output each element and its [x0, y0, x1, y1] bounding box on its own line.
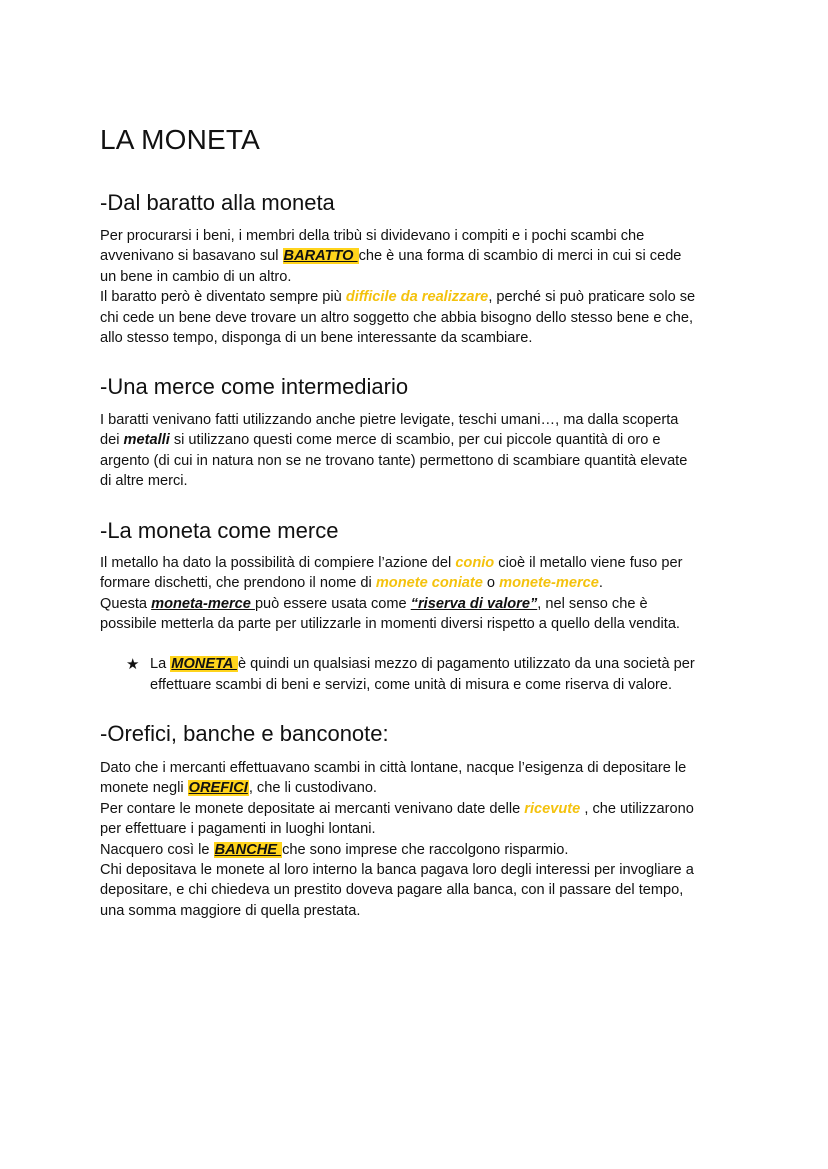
- text-line: Il baratto però è diventato sempre più difficile da realizzare, perché si può praticare solo se: [100, 289, 696, 306]
- emphasis-monete-coniate: monete coniate: [375, 575, 483, 592]
- text-line: avvenivano si basavano sul BARATTO che è una forma di scambio di merci in cui si cede: [100, 248, 682, 265]
- paragraph-baratto: [100, 226, 740, 348]
- text-line: di altre merci.: [100, 473, 188, 490]
- emphasis-moneta-merce: moneta-merce: [151, 595, 255, 612]
- text-line: un bene in cambio di un altro.: [100, 268, 292, 285]
- heading-moneta-merce: -La moneta come merce: [100, 518, 339, 543]
- text-line: Dato che i mercanti effettuavano scambi in città lontane, nacque l’esigenza di depositare le: [100, 760, 687, 776]
- text-line: dei metalli si utilizzano questi come merce di scambio, per cui piccole quantità di oro e: [100, 432, 661, 449]
- emphasis-conio: conio: [455, 555, 495, 571]
- text-line: Per contare le monete depositate ai mercanti venivano date delle ricevute , che utilizzarono: [100, 800, 694, 817]
- text-line: per effettuare i pagamenti in luoghi lontani.: [100, 821, 376, 838]
- text-line: Il metallo ha dato la possibilità di compiere l’azione del conio cioè il metallo viene fuso per: [100, 555, 683, 571]
- emphasis-riserva-di-valore: “riserva di valore”: [410, 595, 538, 612]
- text-line: I baratti venivano fatti utilizzando anche pietre levigate, teschi umani…, ma dalla scoperta: [100, 412, 679, 428]
- text-line: Chi depositava le monete al loro interno la banca pagava loro degli interessi per invogliare a: [100, 862, 694, 879]
- highlight-moneta: MONETA: [171, 656, 237, 672]
- heading-merce-intermediario: -Una merce come intermediario: [100, 374, 409, 399]
- emphasis-metalli: metalli: [123, 432, 170, 449]
- paragraph-intermediario: [100, 410, 740, 492]
- highlight-orefici: OREFICI: [188, 780, 248, 797]
- emphasis-ricevute: ricevute: [524, 800, 581, 817]
- text-line: Questa moneta-merce può essere usata come “riserva di valore”, nel senso che è: [100, 595, 648, 612]
- text-line: Nacquero così le BANCHE che sono imprese che raccolgono risparmio.: [100, 841, 569, 858]
- text-line: allo stesso tempo, disponga di un bene interessante da scambiare.: [100, 330, 533, 347]
- text-line: La MONETA è quindi un qualsiasi mezzo di pagamento utilizzato da una società per: [150, 656, 695, 672]
- bullet-text: [150, 654, 695, 696]
- paragraph-moneta-merce: [100, 553, 740, 635]
- text-line: effettuare scambi di beni e servizi, come unità di misura e come riserva di valore.: [150, 677, 673, 693]
- emphasis-difficile: difficile da realizzare: [345, 289, 489, 306]
- page-title: LA MONETA: [100, 124, 260, 155]
- heading-orefici-banche: -Orefici, banche e banconote:: [100, 721, 389, 746]
- paragraph-orefici: [100, 758, 740, 921]
- emphasis-monete-merce: monete-merce: [499, 575, 599, 592]
- heading-dal-baratto: -Dal baratto alla moneta: [100, 190, 335, 215]
- highlight-banche: BANCHE: [214, 841, 282, 858]
- star-icon: ★: [126, 656, 140, 673]
- text-line: formare dischetti, che prendono il nome di monete coniate o monete-merce.: [100, 575, 603, 592]
- text-line: possibile metterla da parte per utilizzarle in momenti diversi rispetto a quello della vendita.: [100, 616, 680, 633]
- text-line: Per procurarsi i beni, i membri della tribù si dividevano i compiti e i pochi scambi che: [100, 228, 645, 244]
- text-line: chi cede un bene deve trovare un altro soggetto che abbia bisogno dello stesso bene e che,: [100, 309, 694, 326]
- highlight-baratto: BARATTO: [283, 248, 358, 265]
- text-line: una somma maggiore di quella prestata.: [100, 902, 361, 919]
- text-line: depositare, e chi chiedeva un prestito doveva pagare alla banca, con il passare del tempo,: [100, 882, 684, 899]
- text-line: argento (di cui in natura non se ne trovano tante) permettono di scambiare quantità elevate: [100, 452, 688, 469]
- text-line: monete negli OREFICI, che li custodivano.: [100, 780, 377, 797]
